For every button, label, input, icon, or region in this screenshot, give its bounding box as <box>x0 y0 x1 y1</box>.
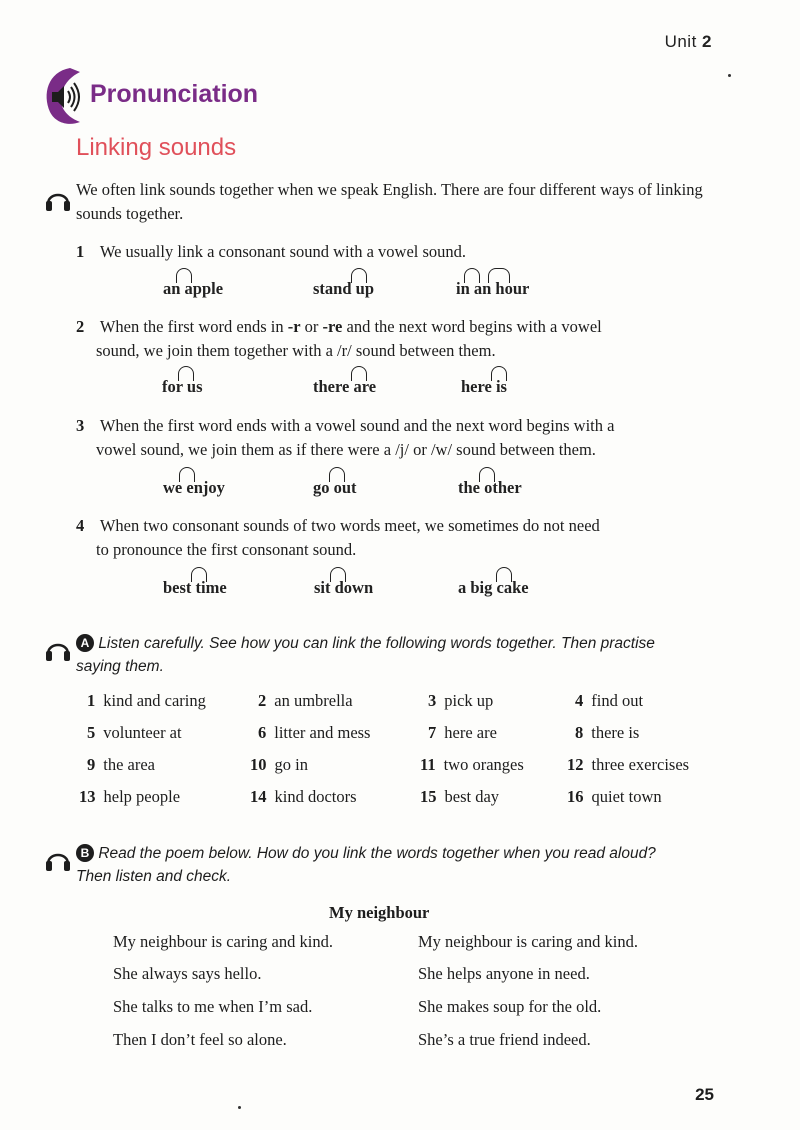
rule-text: We usually link a consonant sound with a vowel sound. <box>99 242 467 261</box>
example-text: for us <box>162 377 203 396</box>
link-arc-icon <box>178 366 194 381</box>
example-text: stand up <box>313 279 374 298</box>
rule-text: When the first word ends in <box>99 317 284 336</box>
link-arc-icon <box>491 366 507 381</box>
link-arc-icon <box>176 268 192 283</box>
list-item: 11 two oranges <box>420 755 524 774</box>
rule-text: When two consonant sounds of two words meet, we sometimes do not need <box>99 516 600 535</box>
list-item: 2 an umbrella <box>258 691 353 710</box>
example-text: here is <box>461 377 507 396</box>
speck <box>728 74 731 77</box>
poem-line: She helps anyone in need. <box>418 964 590 983</box>
list-item: 6 litter and mess <box>258 723 371 742</box>
list-item: 14 kind doctors <box>250 787 357 806</box>
example-sit-down <box>314 578 373 598</box>
speck <box>238 1106 241 1109</box>
rule-1 <box>76 240 466 264</box>
poem-title: My neighbour <box>329 903 430 922</box>
link-arc-icon <box>479 467 495 482</box>
example-text: a big cake <box>458 578 529 597</box>
example-text: there are <box>313 377 377 396</box>
list-item: 9 the area <box>87 755 155 774</box>
list-item: 15 best day <box>420 787 500 806</box>
instruction-text: Read the poem below. How do you link the words together when you read aloud? <box>98 845 656 862</box>
unit-label <box>665 32 712 52</box>
list-item: 10 go in <box>250 755 308 774</box>
example-text: an apple <box>163 279 224 298</box>
example-text: go out <box>313 478 357 497</box>
link-arc-icon <box>330 567 346 582</box>
link-arc-icon <box>351 268 367 283</box>
rule-text: When the first word ends with a vowel sound and the next word begins with a <box>99 416 615 435</box>
exercise-b-badge: B <box>76 844 94 862</box>
poem-line: She’s a true friend indeed. <box>418 1030 591 1049</box>
instruction-text: saying them. <box>76 658 164 675</box>
list-item: 16 quiet town <box>567 787 662 806</box>
unit-number: 2 <box>702 32 712 51</box>
rule-2 <box>76 315 736 363</box>
list-item: 1 kind and caring <box>87 691 206 710</box>
rule-suffix: -re <box>322 317 343 336</box>
example-best-time <box>163 578 227 598</box>
example-text: best time <box>163 578 227 597</box>
subheading: Linking sounds <box>76 134 237 161</box>
list-item: 8 there is <box>575 723 640 742</box>
instruction-text: Then listen and check. <box>76 868 232 885</box>
link-arc-icon <box>488 268 510 283</box>
example-here-is <box>461 377 507 397</box>
exercise-b-instruction <box>76 842 766 888</box>
page-number: 25 <box>695 1085 714 1104</box>
list-item: 7 here are <box>428 723 497 742</box>
rule-text: or <box>304 317 319 336</box>
example-the-other <box>458 478 522 498</box>
list-item: 13 help people <box>79 787 181 806</box>
poem-line: My neighbour is caring and kind. <box>418 932 638 951</box>
example-text: the other <box>458 478 522 497</box>
rule-text: vowel sound, we join them as if there were a /j/ or /w/ sound between them. <box>96 440 596 459</box>
instruction-text: Listen carefully. See how you can link the following words together. Then practise <box>98 635 655 652</box>
example-text: sit down <box>314 578 374 597</box>
list-item: 3 pick up <box>428 691 494 710</box>
link-arc-icon <box>464 268 480 283</box>
link-arc-icon <box>191 567 207 582</box>
intro-paragraph: We often link sounds together when we speak English. There are four different ways of linking sounds together. <box>76 180 703 223</box>
example-stand-up <box>313 279 374 299</box>
section-title: Pronunciation <box>90 80 259 108</box>
example-there-are <box>313 377 376 397</box>
exercise-a-instruction <box>76 632 766 678</box>
example-text: we enjoy <box>163 478 225 497</box>
rule-4 <box>76 514 756 562</box>
exercise-a-badge: A <box>76 634 94 652</box>
rule-suffix: -r <box>287 317 301 336</box>
rule-text: and the next word begins with a vowel <box>346 317 602 336</box>
poem-line: She talks to me when I’m sad. <box>113 997 313 1016</box>
unit-label-text: Unit <box>664 32 697 51</box>
link-arc-icon <box>496 567 512 582</box>
headphones-icon <box>44 636 72 662</box>
list-item: 5 volunteer at <box>87 723 182 742</box>
example-go-out <box>313 478 357 498</box>
example-in-an-hour <box>456 279 529 299</box>
example-a-big-cake <box>458 578 529 598</box>
example-an-apple <box>163 279 223 299</box>
poem-line: Then I don’t feel so alone. <box>113 1030 287 1049</box>
link-arc-icon <box>179 467 195 482</box>
rule-3 <box>76 414 756 462</box>
rule-number: 1 <box>76 242 85 261</box>
link-arc-icon <box>351 366 367 381</box>
rule-number: 2 <box>76 317 85 336</box>
list-item: 12 three exercises <box>567 755 690 774</box>
poem-line: She makes soup for the old. <box>418 997 602 1016</box>
rule-text: sound, we join them together with a /r/ sound between them. <box>96 341 496 360</box>
headphones-icon <box>44 186 72 212</box>
rule-text: to pronounce the first consonant sound. <box>96 540 357 559</box>
example-we-enjoy <box>163 478 225 498</box>
example-for-us <box>162 377 203 397</box>
rule-number: 3 <box>76 416 85 435</box>
example-text: in an hour <box>456 279 530 298</box>
sound-waves-icon <box>40 64 88 128</box>
poem-line: My neighbour is caring and kind. <box>113 932 333 951</box>
poem-line: She always says hello. <box>113 964 262 983</box>
link-arc-icon <box>329 467 345 482</box>
list-item: 4 find out <box>575 691 644 710</box>
headphones-icon <box>44 846 72 872</box>
rule-number: 4 <box>76 516 85 535</box>
